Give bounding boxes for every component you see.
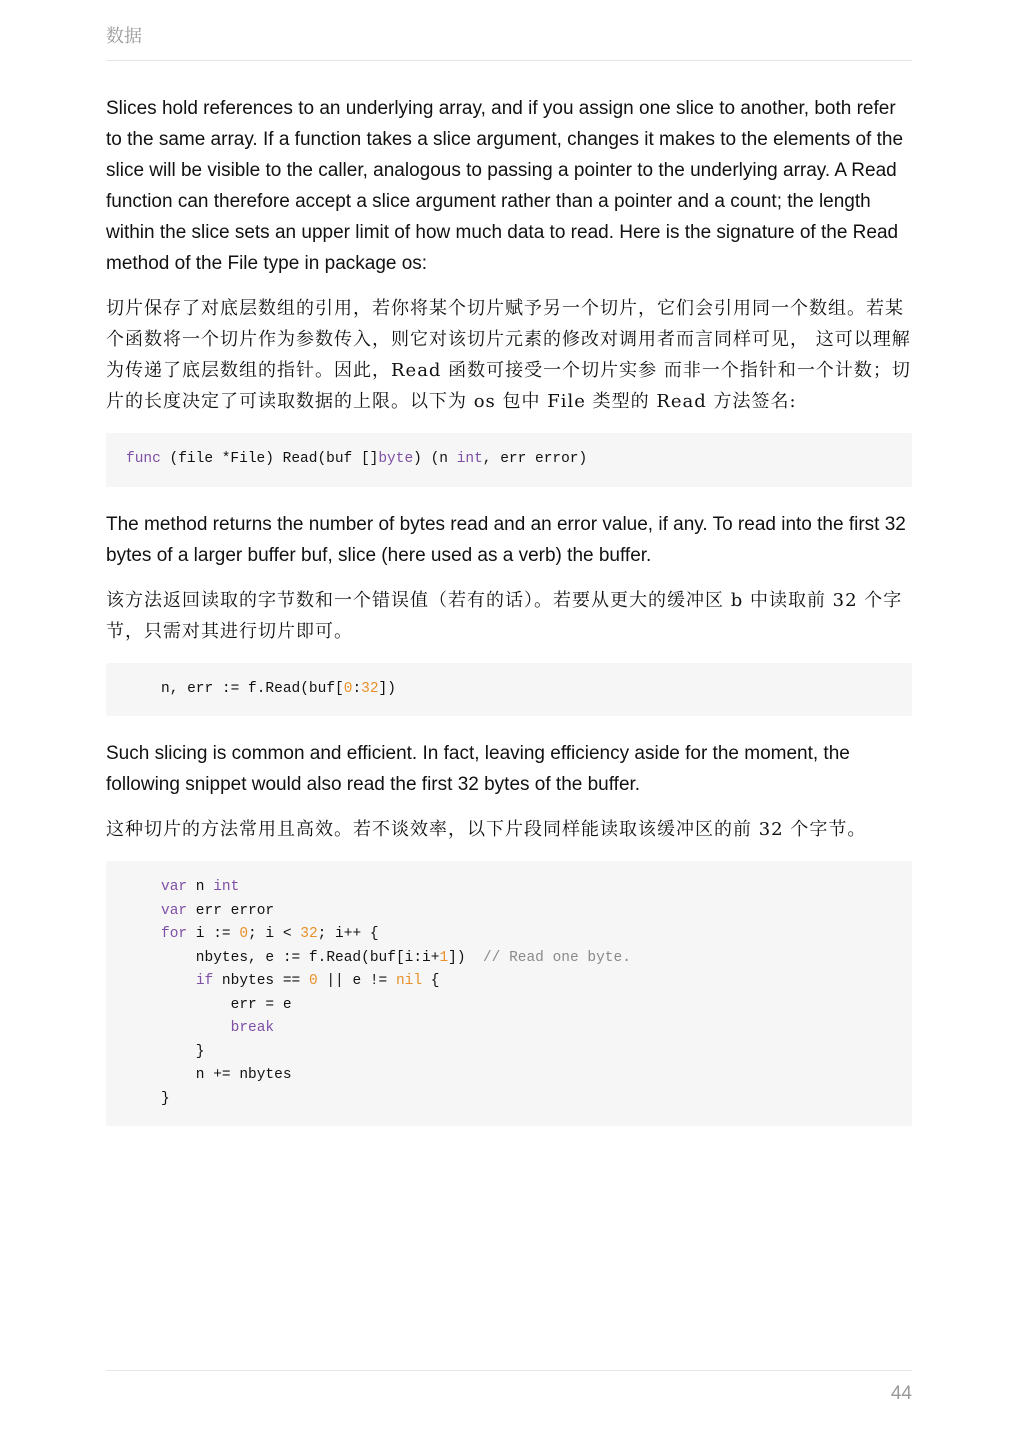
code-literal: 0 [343,680,353,697]
paragraph-zh-3: 这种切片的方法常用且高效。若不谈效率，以下片段同样能读取该缓冲区的前 32 个字节。 [106,819,867,840]
code-literal: 0 [308,973,318,989]
code-literal: 32 [300,926,318,942]
paragraph-en-2: The method returns the number of bytes read and an error value, if any. To read into the first 32 bytes of a larger buffer buf, slice (here used as a verb) the buffer. [106,513,906,566]
code-literal: nil [395,973,423,989]
code-literal: 1 [439,949,449,966]
code-literal: 0 [239,926,249,942]
paragraph-zh-1: 切片保存了对底层数组的引用，若你将某个切片赋予另一个切片，它们会引用同一个数组。若某个函数将一个切片作为参数传入，则它对该切片元素的修改对调用者而言同样可见， 这可以理解为传递了底层数组的指针。因此，Read 函数可接受一个切片实参 而非一个指针和一个计数；切片的长度决定了可读取数据的上限。以下为 os 包中 File 类型的 Read 方法签名: [106,298,911,412]
code-block-read-slice: n, err := f.Read(buf[0:32]) [106,663,912,717]
code-keyword: var [161,879,188,895]
paragraph-en-3: Such slicing is common and efficient. In fact, leaving efficiency aside for the moment, the following snippet would also read the first 32 bytes of the buffer. [106,743,850,795]
code-literal: 32 [361,680,379,697]
code-keyword: if [195,973,214,989]
footer-divider [106,1370,912,1371]
code-keyword: func [126,451,161,467]
header-divider [106,60,912,61]
code-block-read-signature: func (file *File) Read(buf []byte) (n int, err error) [106,433,912,487]
page-number: 44 [890,1383,912,1404]
code-block-byte-loop: var n int var err error for i := 0; i < 32; i++ { nbytes, e := f.Read(buf[i:i+1]) // Read one byte. if nbytes == 0 || e != nil { err = e break } n += nbytes } [106,861,912,1126]
code-keyword: int [213,879,240,895]
running-header: 数据 [106,26,142,47]
code-keyword: byte [378,451,414,467]
code-keyword: for [161,926,188,942]
code-keyword: var [161,902,188,919]
code-keyword: int [456,451,483,467]
paragraph-en-1: Slices hold references to an underlying array, and if you assign one slice to another, both refer to the same array. If a function takes a slice argument, changes it makes to the elements of the slice will be visible to the caller, analogous to passing a pointer to the underlying array. A Read function can therefore accept a slice argument rather than a pointer and a count; the length within the slice sets an upper limit of how much data to read. Here is the signature of the Read method of the File type in package os: [106,98,904,274]
code-comment: // Read one byte. [482,949,631,966]
page-content [106,93,912,1148]
paragraph-zh-2: 该方法返回读取的字节数和一个错误值（若有的话）。若要从更大的缓冲区 b 中读取前 32 个字节，只需对其进行切片即可。 [106,589,903,642]
code-keyword: break [230,1020,275,1036]
